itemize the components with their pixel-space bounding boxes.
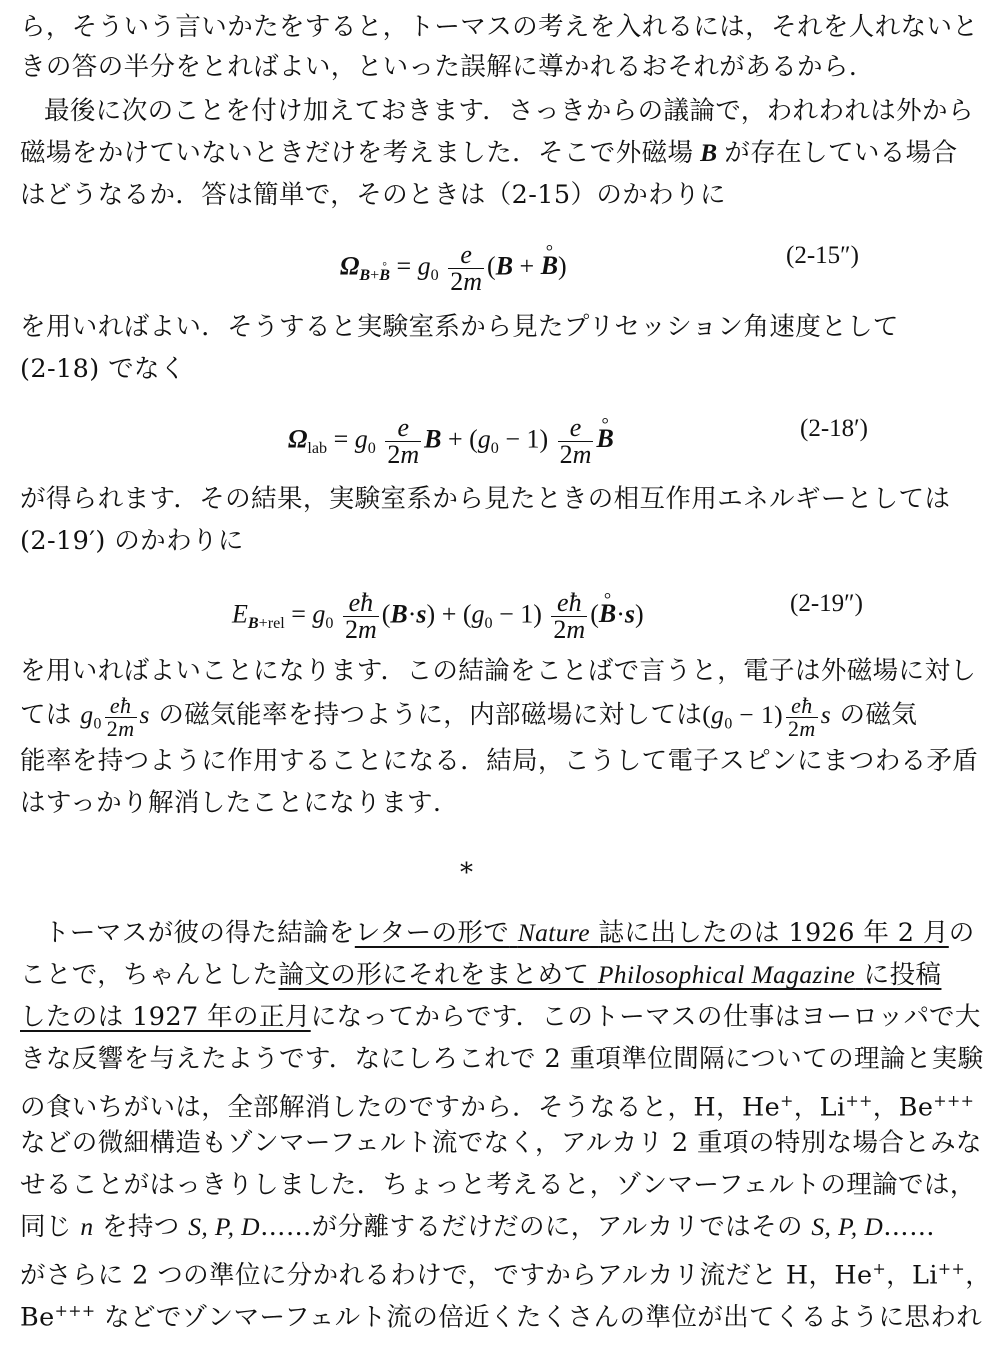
text-line: 能率を持つように作用することになる．結局，こうして電子スピンにまつわる矛盾 [20,746,979,776]
text-line: きな反響を与えたようです．なにしろこれで 2 重項準位間隔についての理論と実験 [20,1044,984,1074]
text-line: はどうなるか．答は簡単で，そのときは（2-15）のかわりに [20,180,726,210]
text-line: を用いればよい．そうすると実験室系から見たプリセッション角速度として [20,312,899,342]
equation-2-19pp: $E_{B+rel} = g_0$ $\frac{eħ}{2m}$ $(B\cdot s) + (g_0 - 1)$ $\frac{eħ}{2m}$ (° B·s) (2-19″) [0,580,940,640]
equation-2-18p: $\Omega_{lab} = g_0$ $\frac{e}{2m}$ $B + (g_0 - 1)$ $\frac{e}{2m}$ ° B (2-18′) [0,405,940,465]
text-line: の食いちがいは，全部解消したのですから．そうなると，H，He+，Li++，Be+++ [20,1091,975,1123]
equation-number: (2-19″) [790,590,863,617]
text-line: トーマスが彼の得た結論をレターの形で Nature 誌に出したのは 1926 年 2 月の [44,918,975,948]
text-line: (2-18) でなく [20,354,186,384]
text-line: ら，そういう言いかたをすると，トーマスの考えを入れるには，それを人れないと [20,12,979,42]
text-line: (2-19′) のかわりに [20,526,244,556]
text-line: はすっかり解消したことになります. [20,788,442,818]
equation-2-15pp: $\Omega_{B+^\circ B} = g_0$ $\frac{e}{2m}$ (B + ° B) (2-15″) [0,232,940,292]
text-line: ては $g_0$ $\frac{eħ}{2m}$ s の磁気能率を持つように，内部磁場に対しては$(g_0 - 1)$ $\frac{eħ}{2m}$ s の磁気 [20,692,918,741]
text-line: したのは 1927 年の正月になってからです．このトーマスの仕事はヨーロッパで大 [20,1002,981,1032]
text-line: が得られます．その結果，実験室系から見たときの相互作用エネルギーとしては [20,484,951,514]
text-line: せることがはっきりしました．ちょっと考えると，ゾンマーフェルトの理論では， [20,1170,976,1200]
text-line: がさらに 2 つの準位に分かれるわけで，ですからアルカリ流だと H，He+，Li++， [20,1259,991,1291]
equation-number: (2-18′) [800,415,868,442]
text-line: ことで，ちゃんとした論文の形にそれをまとめて Philosophical Magazine に投稿 [20,960,942,990]
text-line: Be+++ などでゾンマーフェルト流の倍近くたくさんの準位が出てくるように思われ [20,1301,983,1333]
text-line: 磁場をかけていないときだけを考えました．そこで外磁場 B が存在している場合 [20,138,958,168]
text-line: などの微細構造もゾンマーフェルト流でなく，アルカリ 2 重項の特別な場合とみな [20,1128,982,1158]
section-separator: * [460,858,473,888]
equation-number: (2-15″) [786,242,859,269]
text-line: を用いればよいことになります．この結論をことばで言うと，電子は外磁場に対し [20,656,977,686]
text-line: 最後に次のことを付け加えておきます．さっきからの議論で，われわれは外から [44,96,974,126]
text-line: きの答の半分をとればよい，といった誤解に導かれるおそれがあるから. [20,52,858,82]
text-line: 同じ n を持つ S, P, D……が分離するだけだのに，アルカリではその S, P, D…… [20,1212,935,1242]
